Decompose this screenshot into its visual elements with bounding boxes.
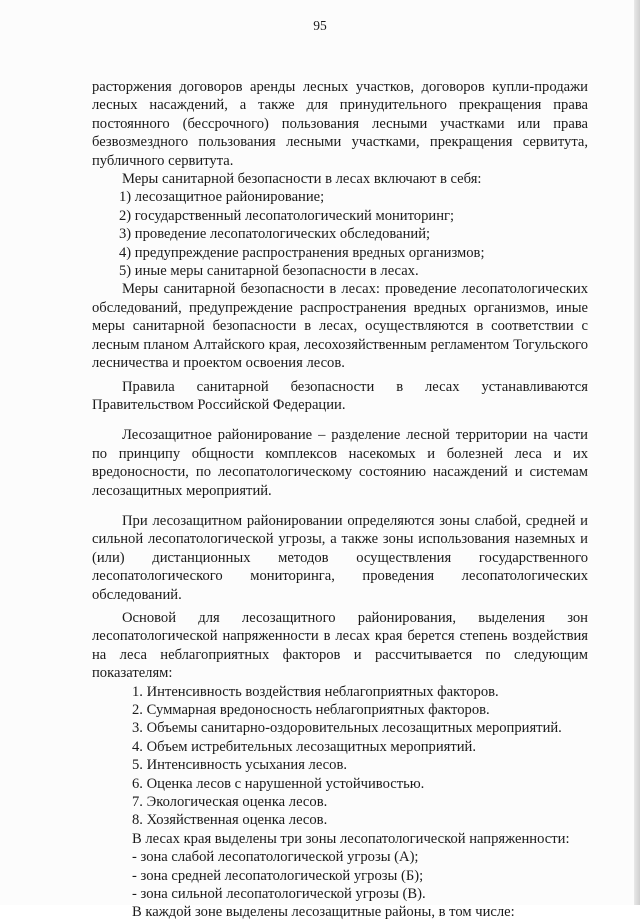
- list-item-measure-1: 1) лесозащитное районирование;: [119, 189, 325, 206]
- list-item-indicator-2: 2. Суммарная вредоносность неблагоприятных факторов.: [132, 702, 490, 718]
- list-item-indicator-5: 5. Интенсивность усыхания лесов.: [132, 757, 347, 774]
- list-item-measure-2: 2) государственный лесопатологический мониторинг;: [119, 207, 455, 224]
- list-item-zone-a: - зона слабой лесопатологической угрозы (А);: [132, 849, 419, 866]
- paragraph-measures-intro: Меры санитарной безопасности в лесах включают в себя:: [122, 171, 482, 188]
- paragraph-rules: Правила санитарной безопасности в лесах устанавливаются Правительством Российской Федерации.: [92, 378, 588, 413]
- paragraph-continuation: расторжения договоров аренды лесных участков, договоров купли-продажи лесных насаждений, а также для принудительного прекращения права постоянного (бессрочного) пользования лесными участками или права безвозмездного пользования лесными участками, прекращения сервитута, публичного сервитута.: [92, 79, 588, 169]
- paragraph-zoning-definition: Лесозащитное районирование – разделение лесной территории на части по принципу общности комплексов насекомых и болезней леса и их вредоносности, по лесопатологическому состоянию насаждений и системам лесозащитных мероприятий.: [92, 427, 588, 499]
- paragraph-three-zones: В лесах края выделены три зоны лесопатологической напряженности:: [132, 830, 570, 847]
- list-item-indicator-4: 4. Объем истребительных лесозащитных мероприятий.: [132, 738, 477, 755]
- paragraph-zone-districts: В каждой зоне выделены лесозащитные районы, в том числе:: [132, 904, 515, 921]
- list-item-measure-4: 4) предупреждение распространения вредных организмов;: [119, 244, 485, 261]
- list-item-zone-b: - зона средней лесопатологической угрозы (Б);: [132, 867, 424, 884]
- list-item-indicator-8: 8. Хозяйственная оценка лесов.: [132, 812, 328, 829]
- paragraph-zoning-zones: При лесозащитном районировании определяются зоны слабой, средней и сильной лесопатологической угрозы, а также зоны использования наземных и (или) дистанционных методов осуществления государственного лесопатологического мониторинга, проведения лесопатологических обследований.: [92, 512, 588, 603]
- paragraph-measures-implementation: Меры санитарной безопасности в лесах: проведение лесопатологических обследований, предупреждение распространения вредных организмов, иные меры санитарной безопасности в лесах, осуществляются в соответствии с лесным планом Алтайского края, лесохозяйственным регламентом Тогульского лесничества и проектом освоения лесов.: [92, 281, 588, 372]
- list-item-measure-5: 5) иные меры санитарной безопасности в лесах.: [119, 263, 419, 280]
- list-item-indicator-7: 7. Экологическая оценка лесов.: [132, 794, 328, 811]
- paragraph-zoning-basis: Основой для лесозащитного районирования, выделения зон лесопатологической напряженности в лесах края берется степень воздействия на леса неблагоприятных факторов и рассчитывается по следующим показателям:: [92, 609, 588, 682]
- page-number: 95: [313, 18, 327, 33]
- list-item-measure-3: 3) проведение лесопатологических обследований;: [119, 226, 431, 243]
- document-body: [92, 78, 588, 922]
- list-item-indicator-6: 6. Оценка лесов с нарушенной устойчивостью.: [132, 775, 425, 792]
- list-item-zone-c: - зона сильной лесопатологической угрозы (В).: [132, 886, 426, 903]
- page-edge-shadow: [634, 0, 640, 905]
- list-item-indicator-1: 1. Интенсивность воздействия неблагоприятных факторов.: [132, 683, 499, 700]
- list-item-indicator-3: 3. Объемы санитарно-оздоровительных лесозащитных мероприятий.: [132, 720, 562, 737]
